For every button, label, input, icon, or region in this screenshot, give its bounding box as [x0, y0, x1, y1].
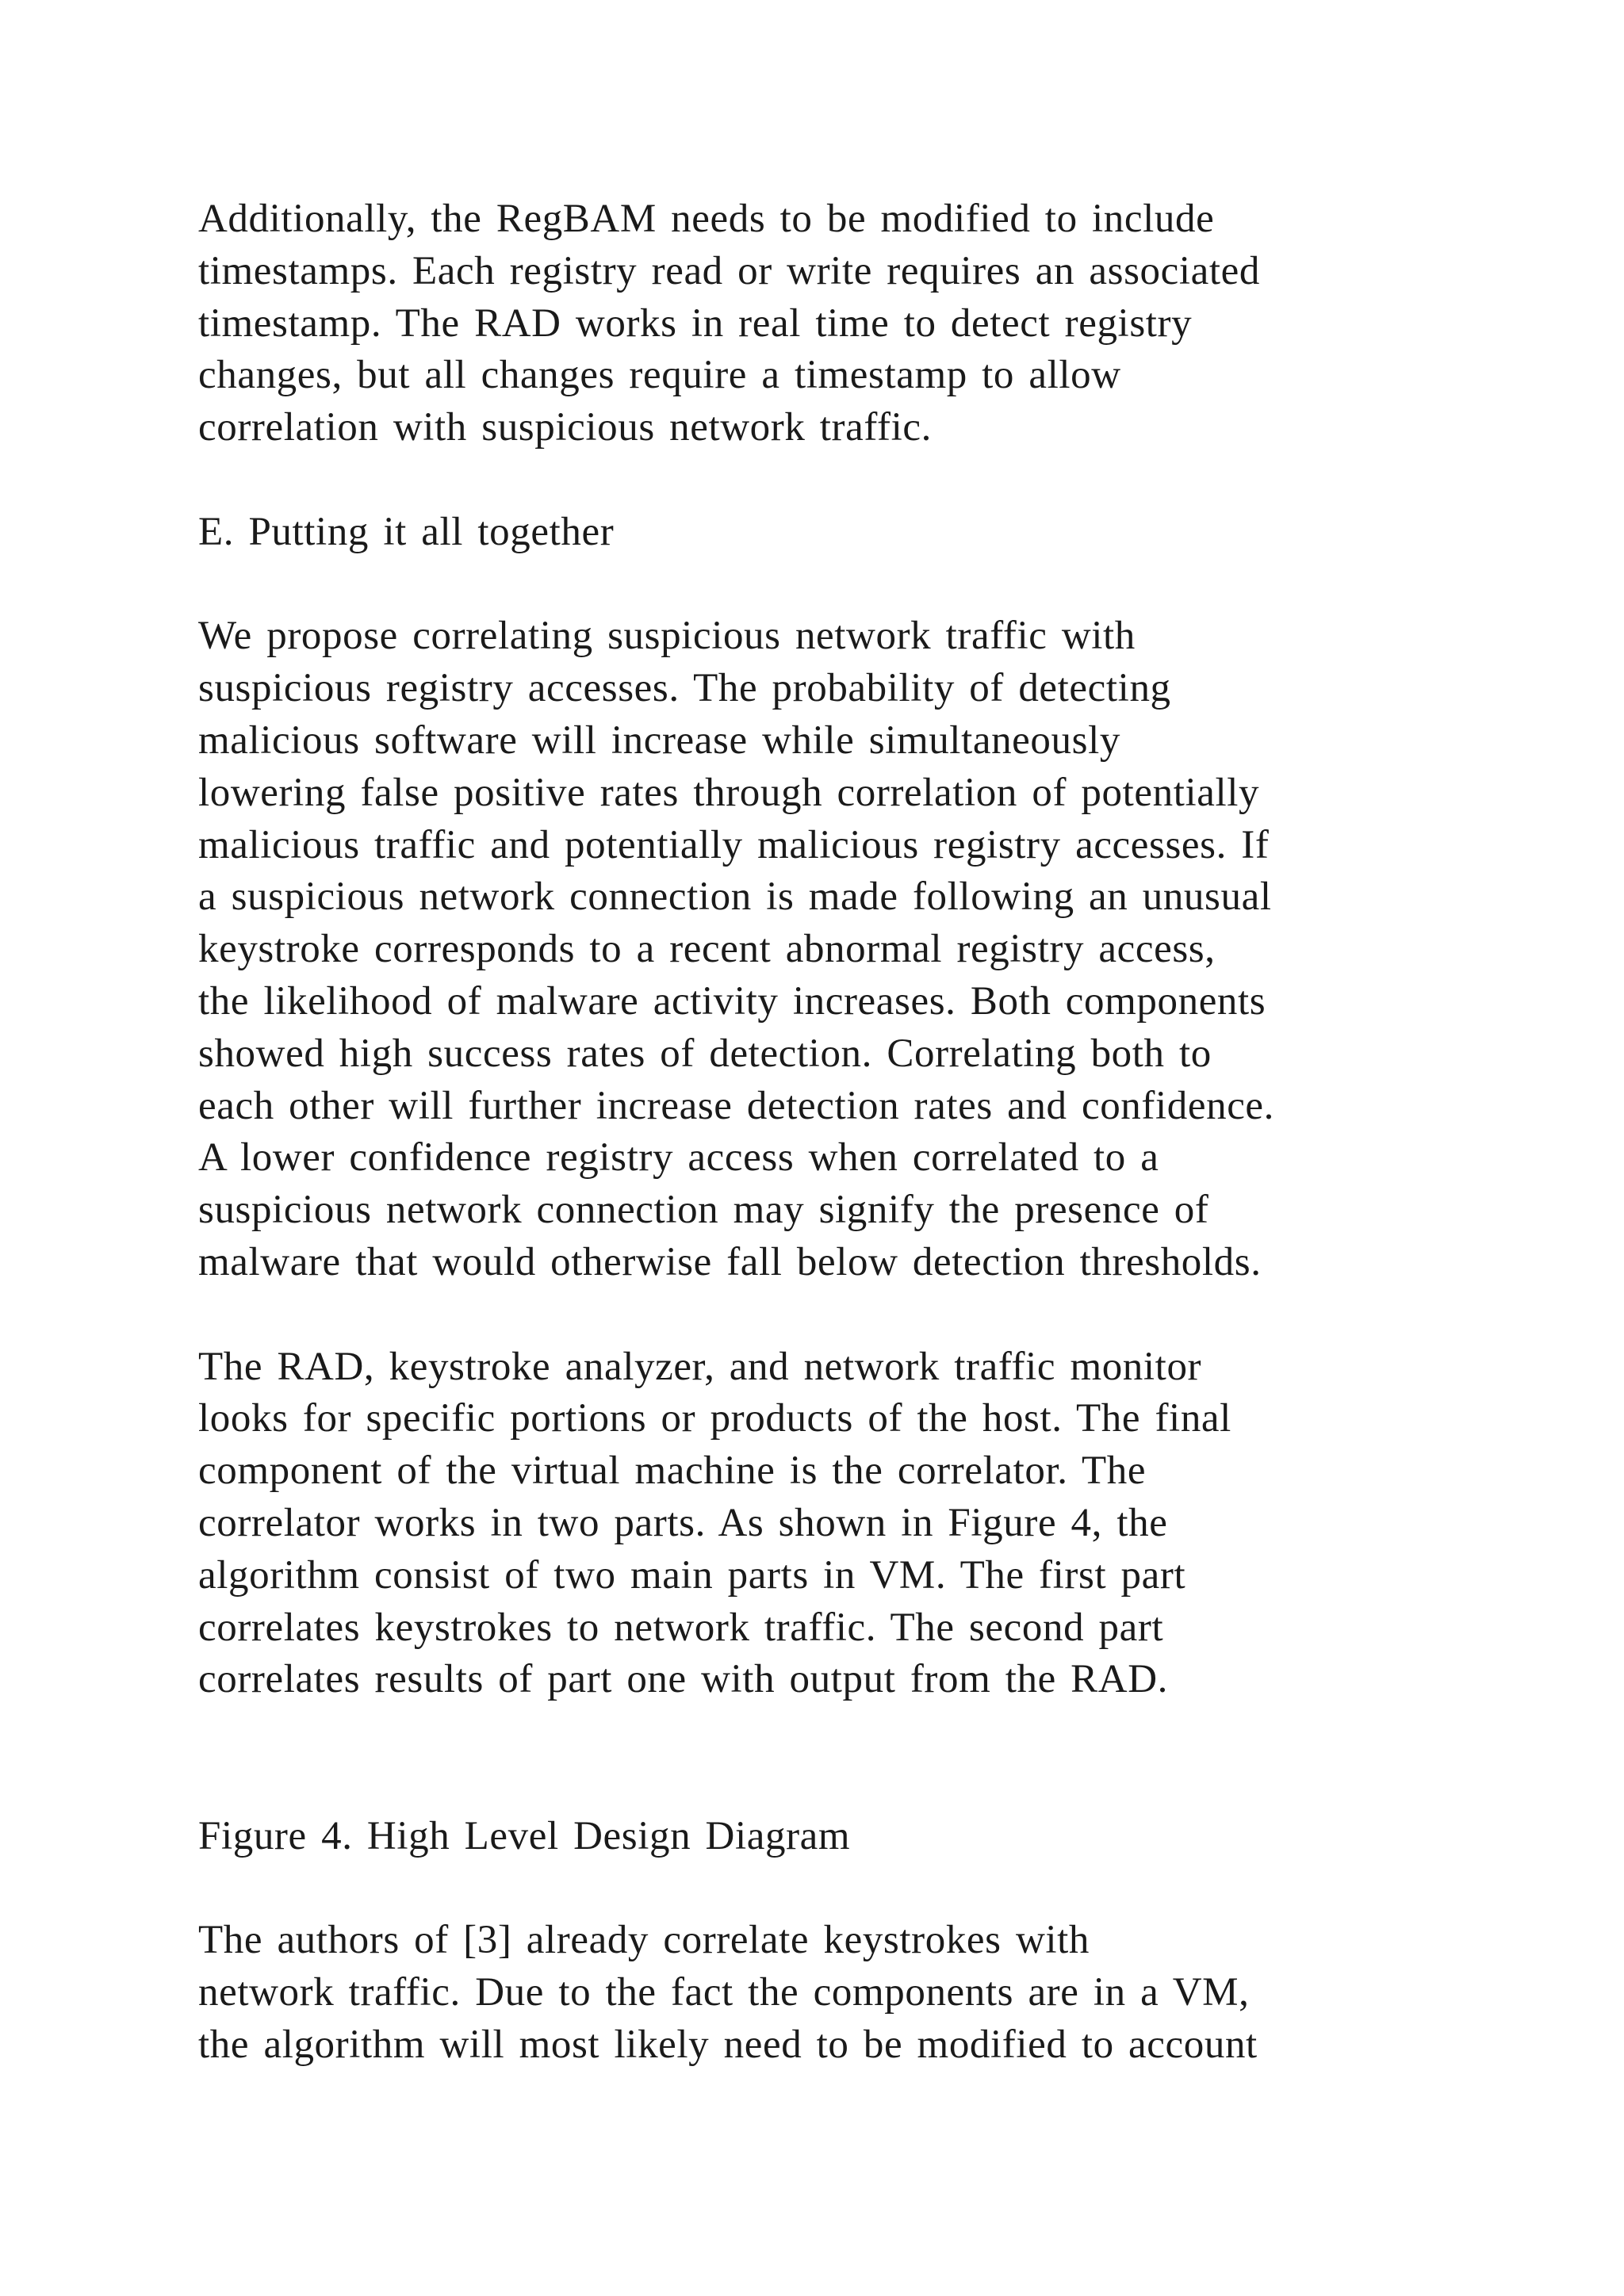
text-line: algorithm consist of two main parts in VM. The first part — [198, 1552, 1186, 1598]
paragraph-correlator — [198, 1341, 1499, 1707]
text-line: changes, but all changes require a timestamp to allow — [198, 353, 1121, 398]
text-line: suspicious network connection may signify the presence of — [198, 1188, 1209, 1233]
section-heading: E. Putting it all together — [198, 509, 615, 554]
paragraph-timestamps — [198, 193, 1499, 454]
text-line: the likelihood of malware activity increases. Both components — [198, 978, 1266, 1024]
text-line: timestamps. Each registry read or write requires an associated — [198, 248, 1260, 293]
text-line: network traffic. Due to the fact the components are in a VM, — [198, 1970, 1250, 2015]
text-line: looks for specific portions or products of the host. The final — [198, 1396, 1231, 1441]
text-line: A lower confidence registry access when correlated to a — [198, 1135, 1159, 1181]
text-line: The RAD, keystroke analyzer, and network traffic monitor — [198, 1344, 1202, 1389]
text-line: malicious traffic and potentially malicious registry accesses. If — [198, 822, 1270, 867]
paragraph-spacer — [198, 1863, 1499, 1915]
text-line: each other will further increase detection rates and confidence. — [198, 1083, 1275, 1128]
paragraph-spacer — [198, 1289, 1499, 1341]
paragraph-correlation-proposal — [198, 610, 1499, 1288]
text-line: suspicious registry accesses. The probability of detecting — [198, 666, 1171, 711]
text-line: malicious software will increase while simultaneously — [198, 718, 1120, 763]
text-line: Additionally, the RegBAM needs to be modified to include — [198, 197, 1215, 241]
text-line: correlates results of part one with output from the RAD. — [198, 1657, 1168, 1702]
text-line: keystroke corresponds to a recent abnormal registry access, — [198, 927, 1216, 972]
paragraph-spacer — [198, 454, 1499, 507]
text-line: timestamp. The RAD works in real time to detect registry — [198, 300, 1193, 346]
text-line: The authors of [3] already correlate keystrokes with — [198, 1918, 1090, 1963]
figure-caption: Figure 4. High Level Design Diagram — [198, 1813, 851, 1858]
paragraph-prior-work — [198, 1915, 1499, 2071]
text-line: the algorithm will most likely need to be modified to account — [198, 2022, 1258, 2067]
text-line: component of the virtual machine is the correlator. The — [198, 1448, 1147, 1494]
text-line: correlates keystrokes to network traffic. The second part — [198, 1605, 1164, 1650]
paragraph-spacer — [198, 559, 1499, 611]
text-line: We propose correlating suspicious network traffic with — [198, 614, 1136, 659]
text-line: showed high success rates of detection. Correlating both to — [198, 1031, 1212, 1076]
text-line: malware that would otherwise fall below detection thresholds. — [198, 1239, 1262, 1284]
text-line: correlator works in two parts. As shown in Figure 4, the — [198, 1500, 1168, 1545]
document-page — [198, 193, 1499, 2072]
figure-spacer — [198, 1706, 1499, 1811]
text-line: correlation with suspicious network traffic. — [198, 405, 932, 450]
text-line: lowering false positive rates through correlation of potentially — [198, 770, 1260, 815]
text-line: a suspicious network connection is made following an unusual — [198, 874, 1272, 920]
